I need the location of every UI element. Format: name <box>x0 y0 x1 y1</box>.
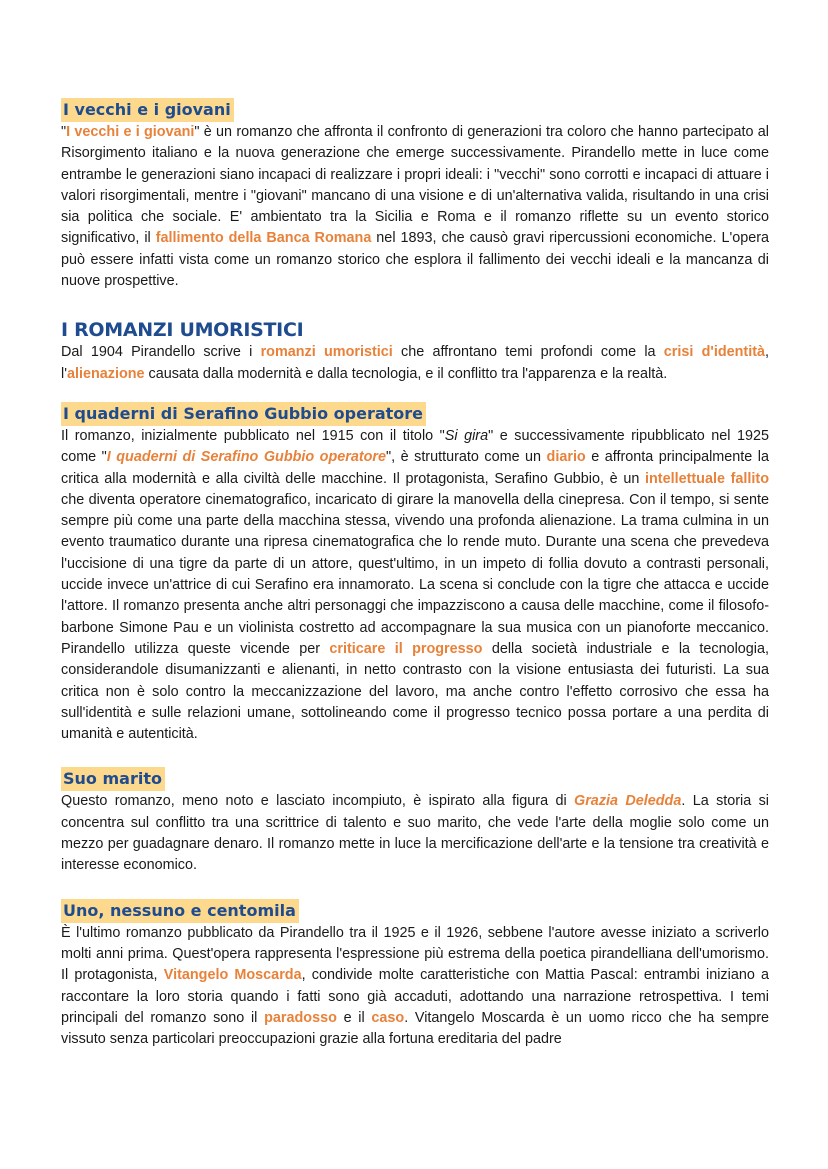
text-span: causata dalla modernità e dalla tecnologia, e il conflitto tra l'apparenza e la realtà. <box>144 365 668 382</box>
keyword-crisi-identita: crisi d'identità <box>663 344 765 361</box>
keyword-alienazione: alienazione <box>66 365 145 382</box>
text-span: , l' <box>61 344 769 382</box>
paragraph-romanzi-umoristici <box>61 342 769 385</box>
section-title <box>61 402 769 426</box>
keyword-quaderni-title: I quaderni di Serafino Gubbio operatore <box>106 449 387 466</box>
text-span: " è un romanzo che affronta il confronto di generazioni tra coloro che hanno partecipato al Risorgimento italiano e la nuova generazione che emerge successivamente. Pirandello mette in luce come entrambe le generazioni siano incapaci di realizzare i propri ideali: i "vecchi" sono corrotti e incapaci di attuare i valori risorgimentali, mentre i "giovani" mancano di una visione e di un'alternativa valida, risultando in una crisi sia politica che sociale. E' ambientato tra la Sicilia e Roma e il romanzo riflette su un evento storico significativo, il <box>61 124 769 247</box>
keyword-vitangelo-moscarda: Vitangelo Moscarda <box>163 967 302 984</box>
section-uno-nessuno-centomila <box>61 899 769 1051</box>
paragraph-suo-marito <box>61 791 769 876</box>
keyword-diario: diario <box>546 449 586 466</box>
keyword-paradosso: paradosso <box>264 1009 337 1026</box>
text-span: della società industriale e la tecnologia, considerandole disumanizzanti e alienanti, in netto contrasto con la visione entusiasta dei futuristi. La sua critica non è solo contro la meccanizzazione del lavoro, ma anche contro l'effetto corrosivo che essa ha sull'identità e sulle relazioni umane, sottolineando come il progresso tecnico possa portare a una perdita di umanità e autenticità. <box>61 640 769 743</box>
section-title <box>61 767 769 791</box>
paragraph-vecchi-giovani <box>61 122 769 292</box>
keyword-vecchi-giovani: I vecchi e i giovani <box>66 124 195 140</box>
text-span: ", è strutturato come un <box>386 449 547 466</box>
text-span: Dal 1904 Pirandello scrive i <box>61 344 261 361</box>
text-span: " <box>61 124 67 140</box>
section-suo-marito <box>61 767 769 876</box>
keyword-criticare-progresso: criticare il progresso <box>329 640 483 657</box>
keyword-romanzi-umoristici: romanzi umoristici <box>260 344 393 361</box>
text-span: . La storia si concentra sul conflitto tra una scrittrice di talento e suo marito, che vede l'arte della moglie solo come un mezzo per guadagnare denaro. Il romanzo mette in luce la mercificazione dell'arte e la tensione tra creatività e interesse economico. <box>61 793 770 874</box>
heading-uno-nessuno-centomila: Uno, nessuno e centomila <box>61 899 299 923</box>
text-span: nel 1893, che causò gravi ripercussioni economiche. L'opera può essere infatti vista come un romanzo storico che esplora il fallimento dei vecchi ideali e la mancanza di nuove prospettive. <box>61 230 769 290</box>
text-span: Il romanzo, inizialmente pubblicato nel 1915 con il titolo " <box>61 427 445 444</box>
document-page <box>61 98 769 1050</box>
section-serafino-gubbio <box>61 402 769 745</box>
heading-suo-marito: Suo marito <box>61 767 165 791</box>
text-span: e affronta principalmente la critica alla modernità e alla civiltà delle macchine. Il protagonista, Serafino Gubbio, è un <box>61 449 769 487</box>
section-vecchi-giovani <box>61 98 769 292</box>
text-span: Questo romanzo, meno noto e lasciato incompiuto, è ispirato alla figura di <box>61 793 575 810</box>
paragraph-serafino-gubbio <box>61 426 769 745</box>
section-title <box>61 98 769 122</box>
text-span: È l'ultimo romanzo pubblicato da Pirandello tra il 1925 e il 1926, sebbene l'autore avesse iniziato a scriverlo molti anni prima. Quest'opera rappresenta l'espressione più estrema della poetica pirandelliana dell'umorismo. Il protagonista, <box>61 924 769 984</box>
text-span: " e successivamente ripubblicato nel 1925 come " <box>61 427 769 466</box>
heading-romanzi-umoristici: I ROMANZI UMORISTICI <box>61 319 304 342</box>
text-span: che affrontano temi profondi come la <box>392 344 664 361</box>
text-span: e il <box>336 1009 372 1026</box>
section-title <box>61 318 769 342</box>
keyword-grazia-deledda: Grazia Deledda <box>574 793 682 810</box>
section-romanzi-umoristici <box>61 318 769 385</box>
text-span: . Vitangelo Moscarda è un uomo ricco che ha sempre vissuto senza particolari preoccupazioni grazie alla fortuna ereditaria del padre <box>61 1009 769 1048</box>
heading-vecchi-giovani: I vecchi e i giovani <box>61 98 234 122</box>
text-span: , condivide molte caratteristiche con Mattia Pascal: entrambi iniziano a raccontare la loro storia quando i fatti sono già accaduti, adottando una narrazione retrospettiva. I temi principali del romanzo sono il <box>61 967 769 1026</box>
keyword-banca-romana: fallimento della Banca Romana <box>155 230 372 247</box>
text-span: che diventa operatore cinematografico, incaricato di girare la manovella della cinepresa. Con il tempo, si sente sempre più come una parte della macchina stessa, vivendo una profonda alienazione. La trama culmina in un evento traumatico durante una ripresa cinematografica che lo rende muto. Durante una scena che prevedeva l'uccisione di una tigre da parte di un attore, quest'ultimo, in un impeto di follia dovuto a contrasti personali, uccide invece un'attrice di cui Serafino era innamorato. La scena si conclude con la tigre che attacca e uccide l'attore. Il romanzo presenta anche altri personaggi che impazziscono a causa delle macchine, come il filosofo-barbone Simone Pau e un violinista costretto ad accompagnare la sua musica con un pianoforte meccanico. Pirandello utilizza queste vicende per <box>61 491 769 657</box>
paragraph-uno-nessuno-centomila <box>61 923 769 1051</box>
title-si-gira: Si gira <box>444 427 489 444</box>
keyword-intellettuale-fallito: intellettuale fallito <box>644 470 769 487</box>
section-title <box>61 899 769 923</box>
keyword-caso: caso <box>371 1009 405 1026</box>
heading-serafino-gubbio: I quaderni di Serafino Gubbio operatore <box>61 402 426 426</box>
